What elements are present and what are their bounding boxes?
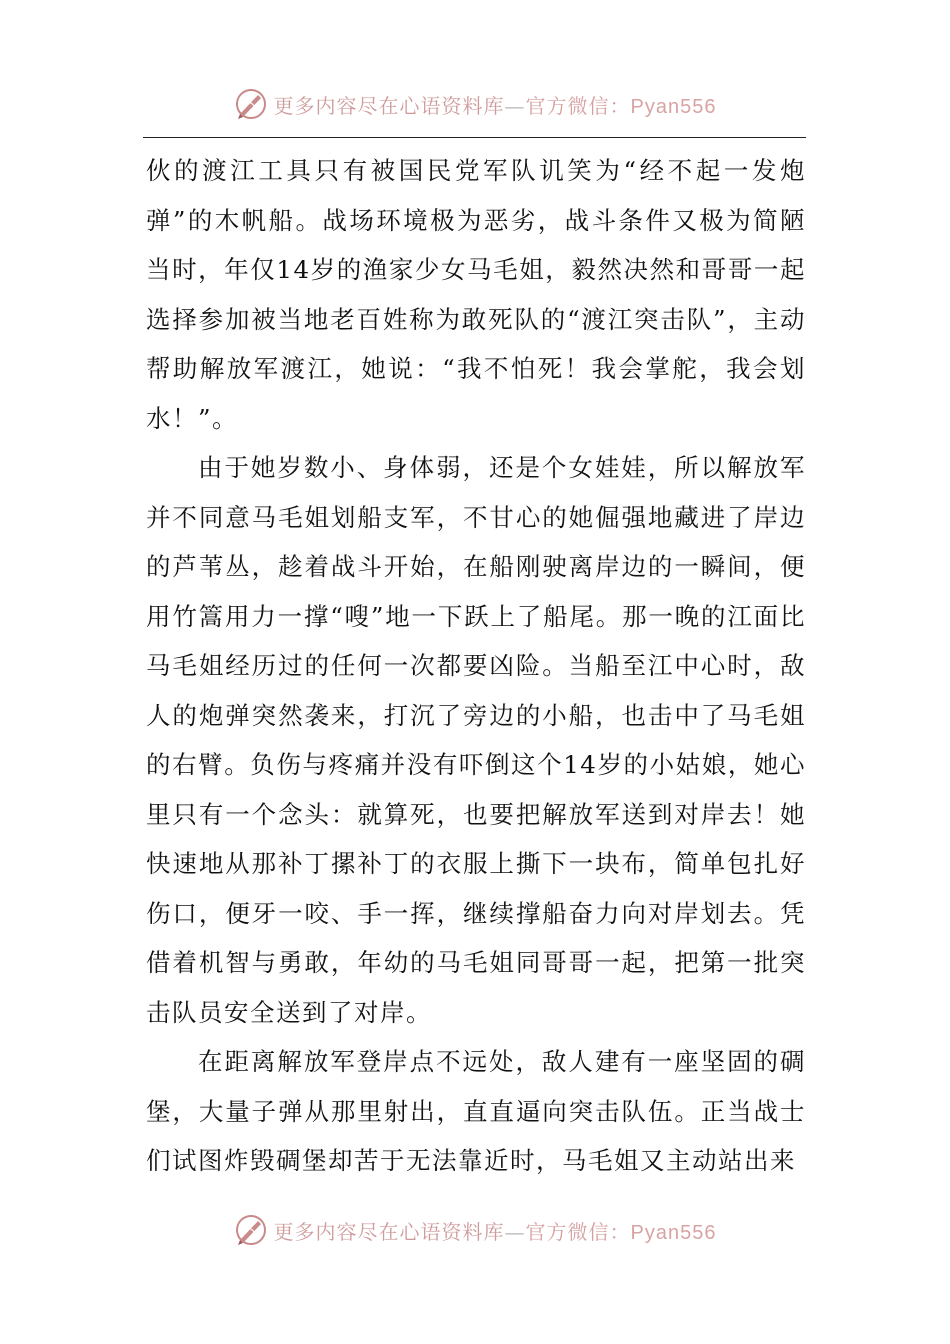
footer-separator: — [504, 1219, 526, 1244]
header-site-text: 更多内容尽在心语资料库 [273, 93, 505, 118]
footer-watermark [0, 1210, 950, 1250]
header-wechat-id: Pyan556 [630, 95, 717, 118]
paragraph-bunker: 在距离解放军登岸点不远处，敌人建有一座坚固的碉堡，大量子弹从那里射出，直直逼向突击队伍。正当战士们试图炸毁碉堡却苦于无法靠近时，马毛姐又主动站出来 [146, 1047, 806, 1175]
header-watermark-text [274, 90, 717, 119]
footer-account-label: 官方微信： [525, 1219, 631, 1244]
footer-wechat-id: Pyan556 [630, 1221, 717, 1244]
footer-watermark-text [274, 1216, 717, 1245]
pen-logo-icon [234, 87, 268, 121]
paragraph-continued: 伙的渡江工具只有被国民党军队讥笑为“经不起一发炮弹”的木帆船。战场环境极为恶劣，战斗条件又极为简陋当时，年仅14岁的渔家少女马毛姐，毅然决然和哥哥一起选择参加被当地老百姓称为敢死队的“渡江突击队”，主动帮助解放军渡江，她说：“我不怕死！我会掌舵，我会划水！”。 [146, 156, 806, 433]
header-account-label: 官方微信： [525, 93, 631, 118]
footer-site-text: 更多内容尽在心语资料库 [273, 1219, 505, 1244]
document-body [146, 146, 806, 1186]
header-rule [143, 137, 806, 138]
header-separator: — [504, 93, 526, 118]
pen-logo-icon [234, 1213, 268, 1247]
header-watermark [0, 84, 950, 124]
paragraph-ma-maojie-joins: 由于她岁数小、身体弱，还是个女娃娃，所以解放军并不同意马毛姐划船支军，不甘心的她倔强地藏进了岸边的芦苇丛，趁着战斗开始，在船刚驶离岸边的一瞬间，便用竹篙用力一撑“嗖”地一下跃上了船尾。那一晚的江面比马毛姐经历过的任何一次都要凶险。当船至江中心时，敌人的炮弹突然袭来，打沉了旁边的小船，也击中了马毛姐的右臂。负伤与疼痛并没有吓倒这个14岁的小姑娘，她心里只有一个念头：就算死，也要把解放军送到对岸去！她快速地从那补丁摞补丁的衣服上撕下一块布，简单包扎好伤口，便牙一咬、手一挥，继续撑船奋力向对岸划去。凭借着机智与勇敢，年幼的马毛姐同哥哥一起，把第一批突击队员安全送到了对岸。 [146, 453, 806, 1027]
